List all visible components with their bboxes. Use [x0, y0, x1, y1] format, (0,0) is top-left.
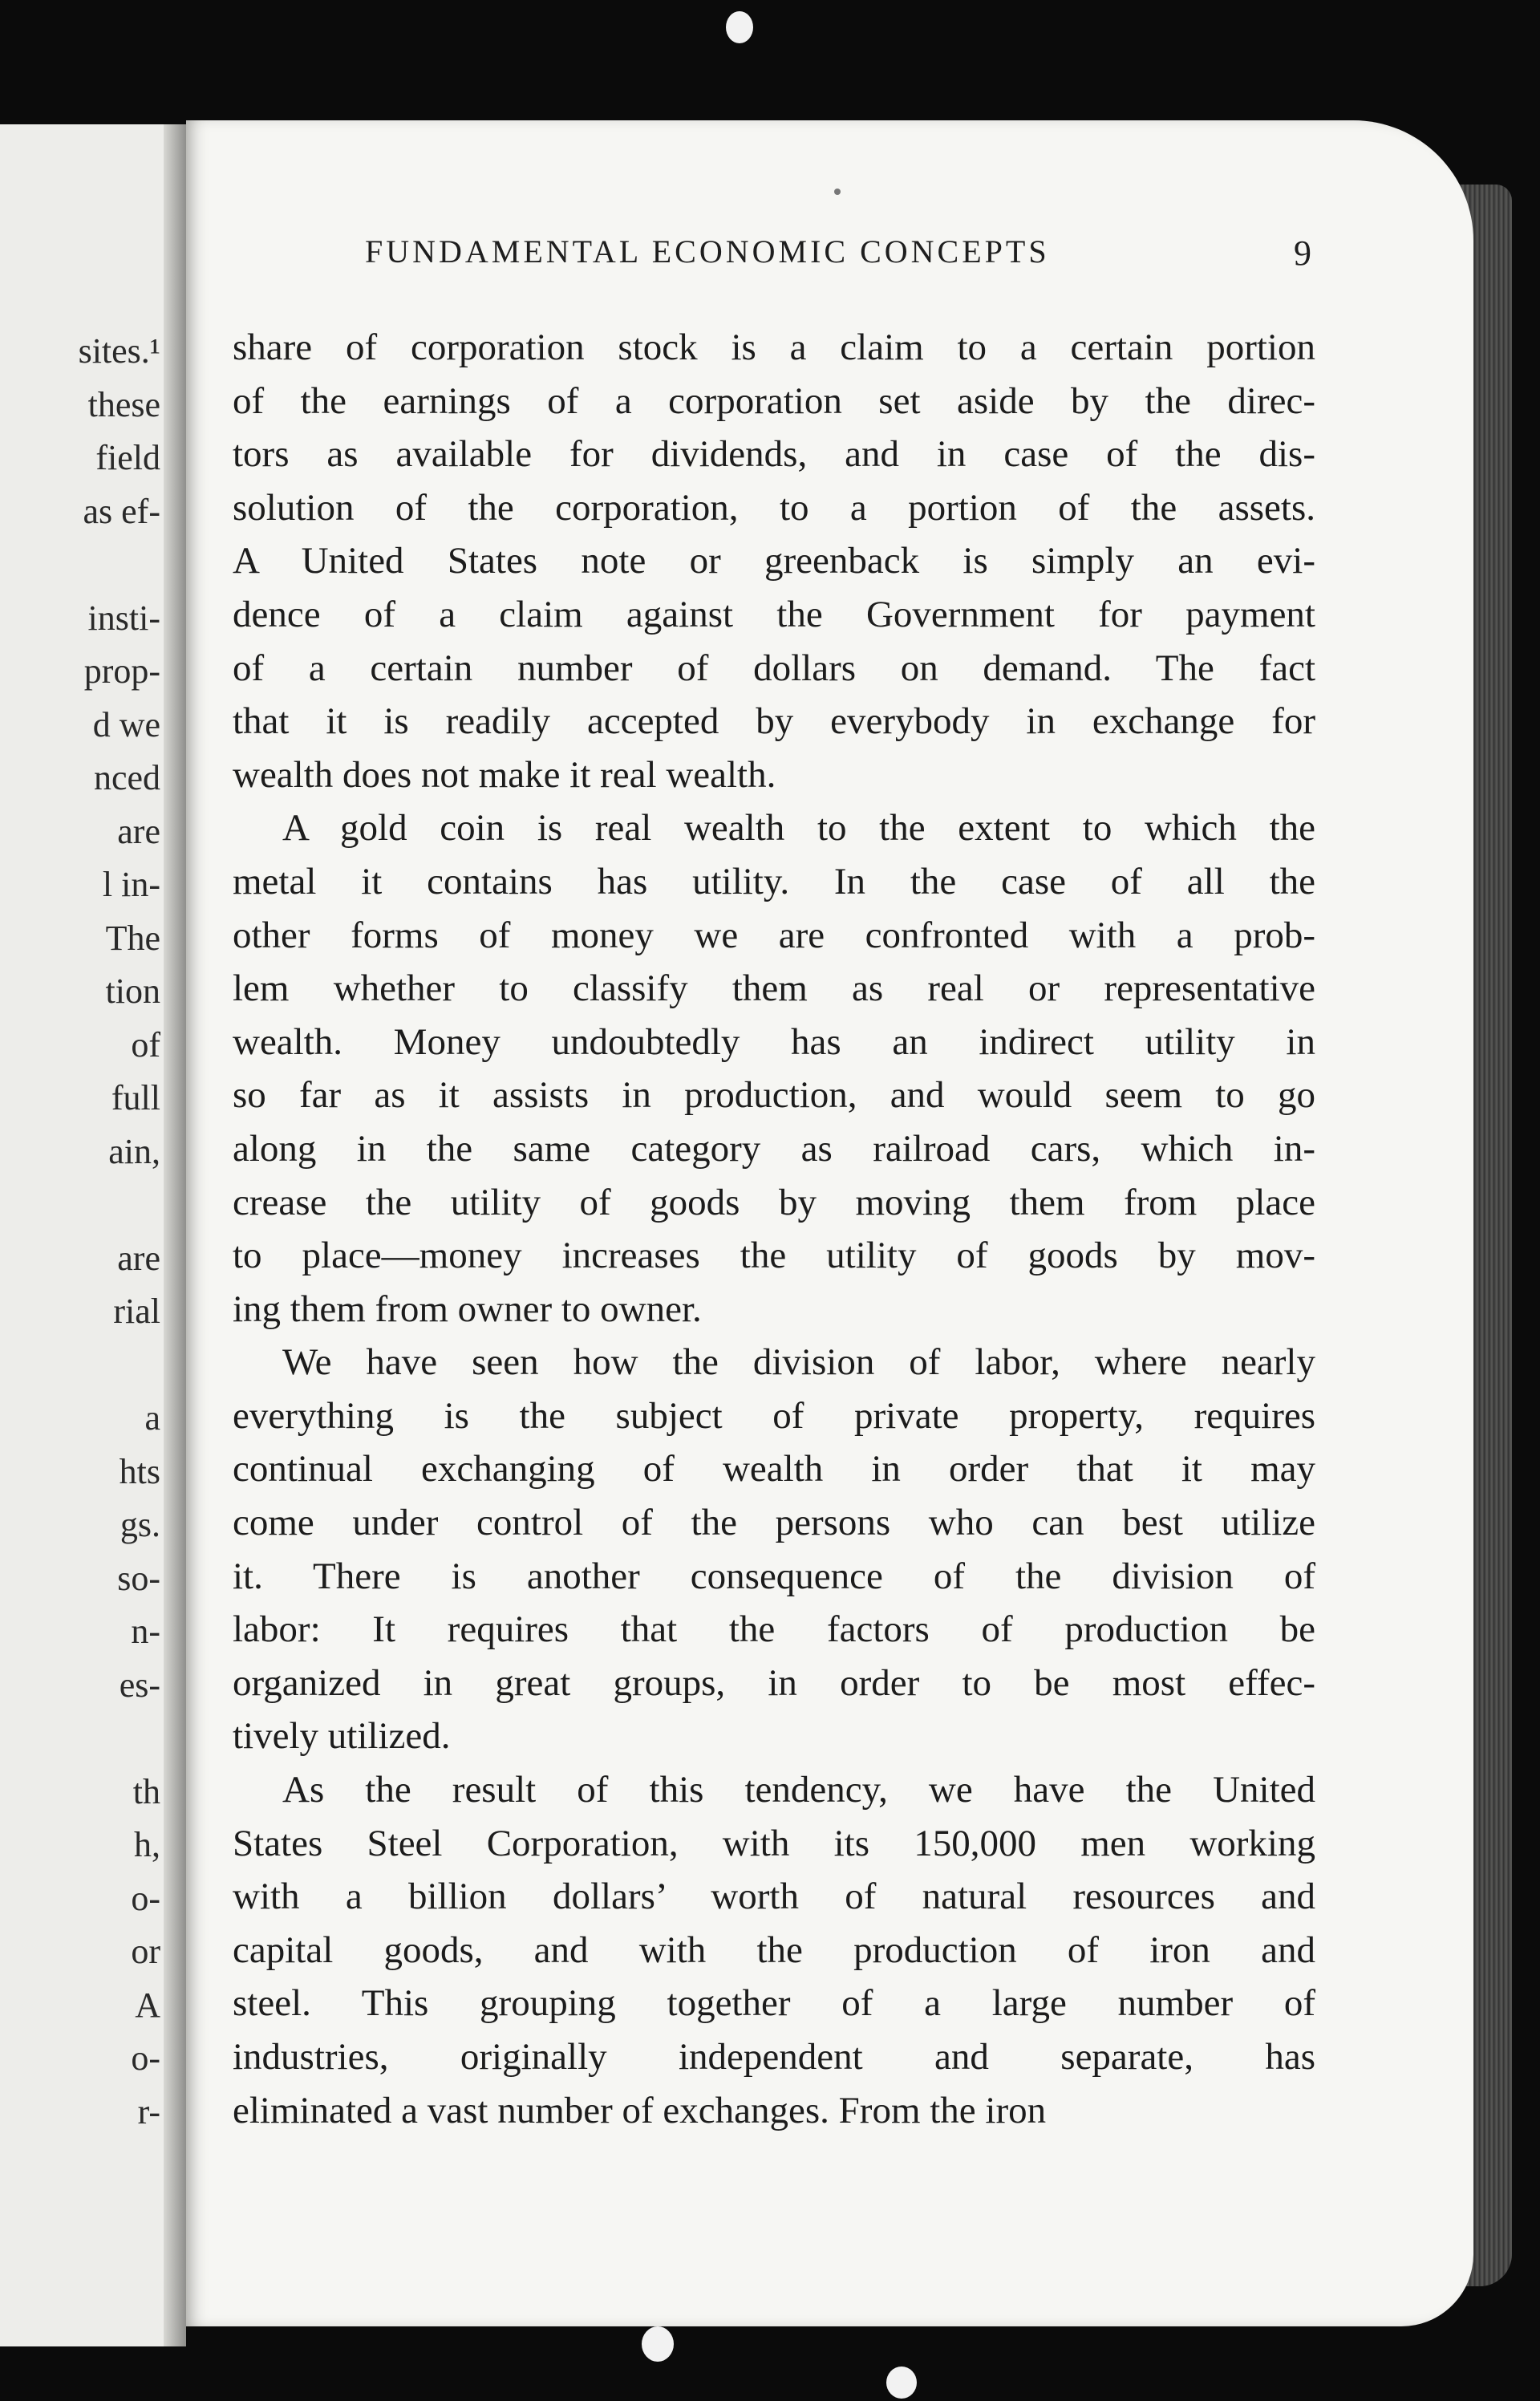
- left-page-fragment: o-: [131, 1878, 160, 1918]
- left-facing-page: [0, 124, 186, 2346]
- text-line: share of corporation stock is a claim to a certain portion: [233, 326, 1315, 368]
- text-line: to place—money increases the utility of goods by mov-: [233, 1235, 1315, 1277]
- text-line: that it is readily accepted by everybody in exchange for: [233, 700, 1315, 743]
- left-page-fragment: [0, 1712, 160, 1766]
- left-page-fragment: of: [131, 1024, 160, 1065]
- left-page-fragment: are: [117, 1238, 160, 1278]
- left-page-fragment: r-: [137, 2091, 160, 2131]
- text-line: solution of the corporation, to a portion of the assets.: [233, 486, 1315, 529]
- left-page-text-fragments: [0, 325, 160, 2139]
- left-page-fragment: so-: [117, 1558, 160, 1598]
- left-page-fragment: n-: [131, 1612, 160, 1651]
- text-line: of a certain number of dollars on demand. The fact: [233, 647, 1315, 689]
- left-page-fragment: sites.¹: [78, 331, 160, 371]
- text-line: along in the same category as railroad cars, which in-: [233, 1127, 1315, 1170]
- text-line: other forms of money we are confronted with a prob-: [233, 914, 1315, 956]
- left-page-fragment: l in-: [102, 865, 160, 904]
- text-line: wealth does not make it real wealth.: [233, 753, 776, 796]
- text-line: tively utilized.: [233, 1715, 451, 1758]
- left-page-fragment: [0, 1339, 160, 1393]
- body-text: [233, 321, 1315, 2137]
- text-line: steel. This grouping together of a large number of: [233, 1982, 1315, 2025]
- left-page-fragment: are: [117, 811, 160, 851]
- text-line: As the result of this tendency, we have the United: [282, 1769, 1315, 1811]
- text-line: tors as available for dividends, and in case of the dis-: [233, 433, 1315, 476]
- text-line: dence of a claim against the Government for payment: [233, 593, 1315, 635]
- left-page-fragment: as ef-: [83, 491, 160, 531]
- text-line: crease the utility of goods by moving them from place: [233, 1181, 1315, 1223]
- page-number: 9: [1294, 233, 1311, 273]
- dust-speck: [642, 2326, 674, 2362]
- left-page-fragment: or: [131, 1932, 160, 1971]
- dust-speck: [886, 2367, 917, 2399]
- dust-speck: [834, 189, 841, 195]
- left-page-fragment: o-: [131, 2038, 160, 2078]
- text-line: ing them from owner to owner.: [233, 1288, 702, 1330]
- text-line: come under control of the persons who can best utilize: [233, 1502, 1315, 1544]
- dust-speck: [726, 11, 753, 43]
- left-page-fragment: hts: [119, 1451, 160, 1491]
- left-page-fragment: rial: [113, 1292, 160, 1331]
- left-page-fragment: d we: [92, 704, 160, 744]
- left-page-fragment: insti-: [87, 598, 160, 638]
- text-line: continual exchanging of wealth in order that it may: [233, 1448, 1315, 1490]
- running-head: FUNDAMENTAL ECONOMIC CONCEPTS: [365, 233, 1050, 270]
- text-line: of the earnings of a corporation set aside by the direc-: [233, 379, 1315, 422]
- text-line: with a billion dollars’ worth of natural resources and: [233, 1876, 1315, 1918]
- text-line: A gold coin is real wealth to the extent to which the: [282, 807, 1315, 850]
- text-line: labor: It requires that the factors of production be: [233, 1608, 1315, 1651]
- left-page-fragment: prop-: [83, 651, 160, 691]
- text-line: everything is the subject of private property, requires: [233, 1394, 1315, 1437]
- left-page-fragment: es-: [119, 1665, 160, 1705]
- left-page-fragment: these: [87, 384, 160, 424]
- text-line: States Steel Corporation, with its 150,000 men working: [233, 1822, 1315, 1864]
- left-page-fragment: [0, 538, 160, 592]
- text-line: organized in great groups, in order to be most effec-: [233, 1661, 1315, 1704]
- left-page-fragment: ain,: [108, 1131, 160, 1171]
- text-line: We have seen how the division of labor, where nearly: [282, 1341, 1315, 1384]
- left-page-fragment: [0, 1178, 160, 1232]
- left-page-fragment: The: [105, 918, 160, 958]
- left-page-fragment: full: [111, 1078, 160, 1117]
- left-page-fragment: h,: [134, 1825, 160, 1864]
- left-page-fragment: field: [95, 438, 160, 477]
- text-line: wealth. Money undoubtedly has an indirect utility in: [233, 1020, 1315, 1063]
- text-line: so far as it assists in production, and would seem to go: [233, 1074, 1315, 1117]
- left-page-fragment: A: [135, 1985, 160, 2025]
- text-line: metal it contains has utility. In the case of all the: [233, 860, 1315, 902]
- text-line: eliminated a vast number of exchanges. From the iron: [233, 2089, 1047, 2131]
- text-line: A United States note or greenback is simply an evi-: [233, 540, 1315, 582]
- text-line: capital goods, and with the production of iron and: [233, 1929, 1315, 1971]
- left-page-fragment: gs.: [120, 1505, 160, 1544]
- left-page-fragment: nced: [93, 758, 160, 797]
- text-line: it. There is another consequence of the division of: [233, 1555, 1315, 1597]
- gutter-shadow: [164, 124, 186, 2346]
- left-page-fragment: a: [144, 1398, 160, 1438]
- text-line: industries, originally independent and separate, has: [233, 2036, 1315, 2078]
- left-page-fragment: tion: [105, 971, 160, 1011]
- page-header: [365, 233, 1311, 281]
- left-page-fragment: th: [132, 1771, 160, 1811]
- text-line: lem whether to classify them as real or representative: [233, 967, 1315, 1010]
